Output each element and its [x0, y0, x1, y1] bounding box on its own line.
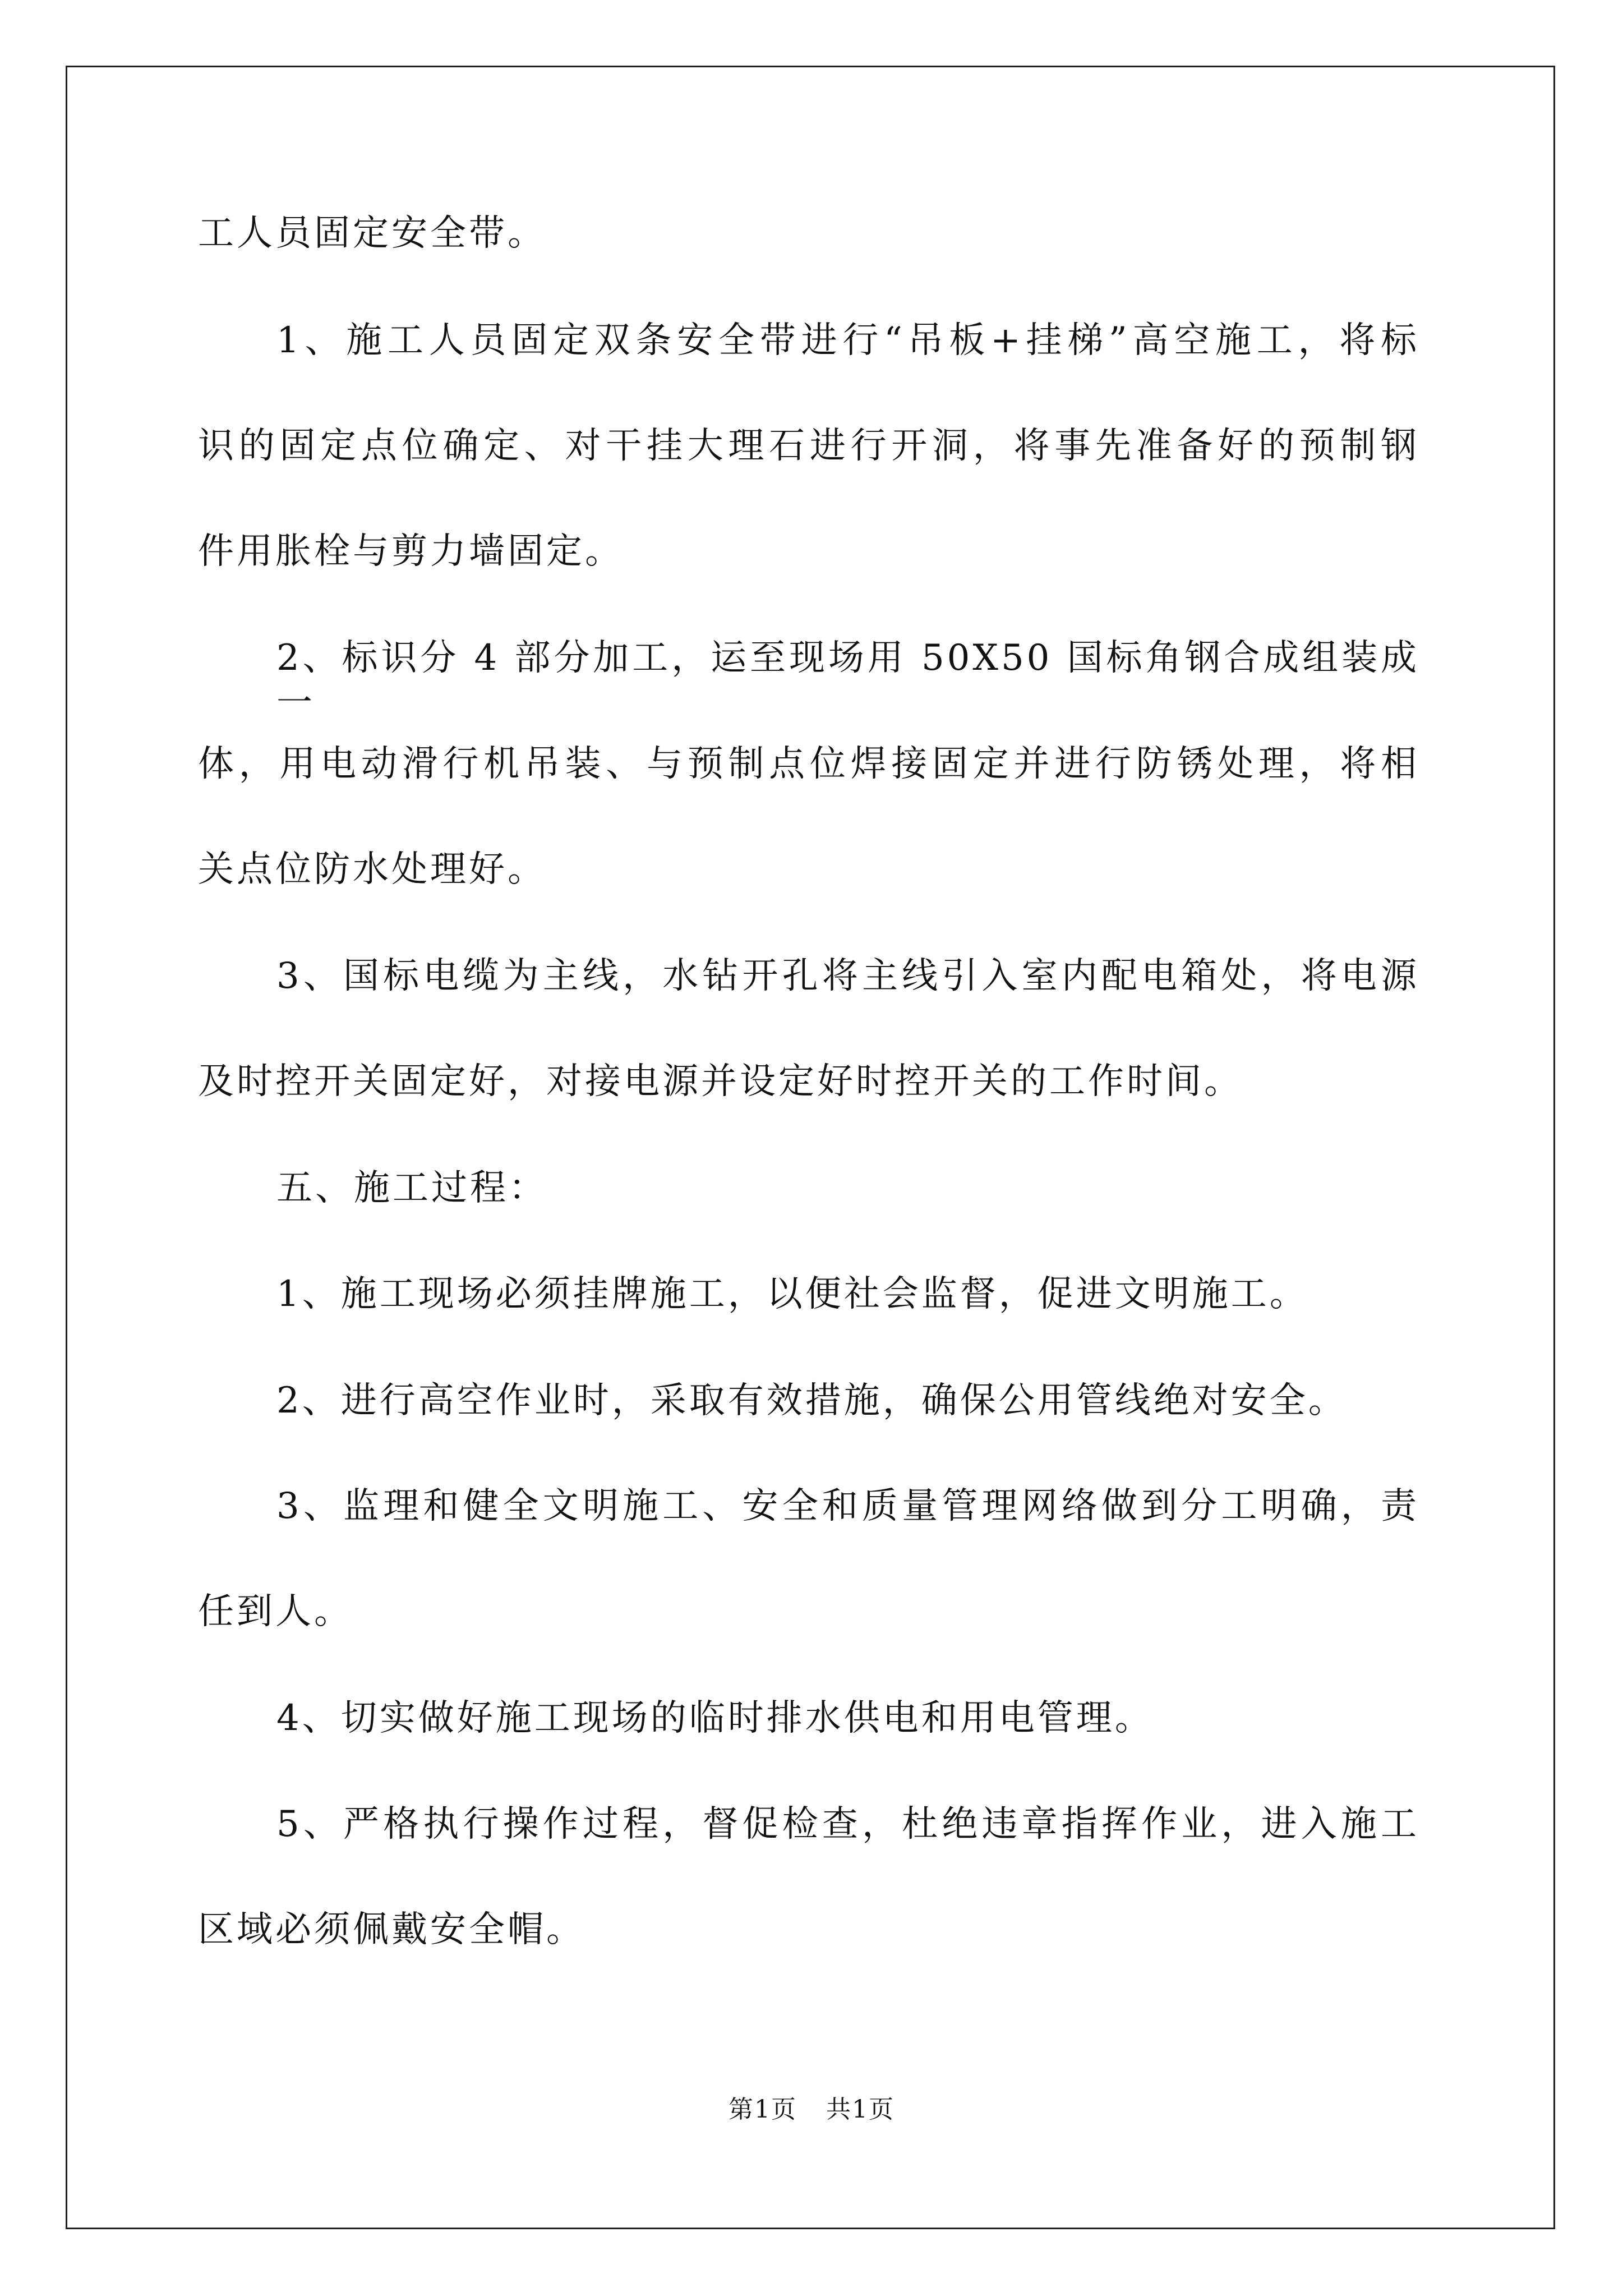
paragraph-line: 件用胀栓与剪力墙固定。: [198, 531, 624, 572]
paragraph-line: 区域必须佩戴安全帽。: [198, 1909, 585, 1950]
paragraph-line: 2、标识分 4 部分加工，运至现场用 50X50 国标角钢合成组装成一: [276, 637, 1419, 724]
paragraph-line: 5、严格执行操作过程，督促检查，杜绝违章指挥作业，进入施工: [276, 1803, 1419, 1845]
page-number: 第1页: [728, 2095, 797, 2124]
paragraph-line: 4、切实做好施工现场的临时排水供电和用电管理。: [276, 1697, 1154, 1739]
paragraph-line: 3、国标电缆为主线，水钻开孔将主线引入室内配电箱处，将电源: [276, 955, 1419, 997]
paragraph-line: 1、施工现场必须挂牌施工，以便社会监督，促进文明施工。: [276, 1273, 1308, 1315]
paragraph-line: 1、施工人员固定双条安全带进行“吊板+挂梯”高空施工，将标: [276, 320, 1419, 361]
paragraph-line: 3、监理和健全文明施工、安全和质量管理网络做到分工明确，责: [276, 1485, 1419, 1527]
paragraph-line: 识的固定点位确定、对干挂大理石进行开洞，将事先准备好的预制钢: [198, 425, 1419, 467]
paragraph-line: 体，用电动滑行机吊装、与预制点位焊接固定并进行防锈处理，将相: [198, 743, 1419, 785]
paragraph-line: 关点位防水处理好。: [198, 849, 546, 890]
page-footer: [0, 2094, 1623, 2125]
paragraph-line: 及时控开关固定好，对接电源并设定好时控开关的工作时间。: [198, 1061, 1243, 1102]
paragraph-line: 任到人。: [198, 1591, 353, 1632]
page-border: [66, 66, 1555, 2229]
page-total: 共1页: [826, 2095, 895, 2124]
paragraph-line: 工人员固定安全带。: [198, 213, 546, 254]
paragraph-line: 2、进行高空作业时，采取有效措施，确保公用管线绝对安全。: [276, 1380, 1347, 1421]
section-heading: 五、施工过程：: [276, 1167, 547, 1209]
